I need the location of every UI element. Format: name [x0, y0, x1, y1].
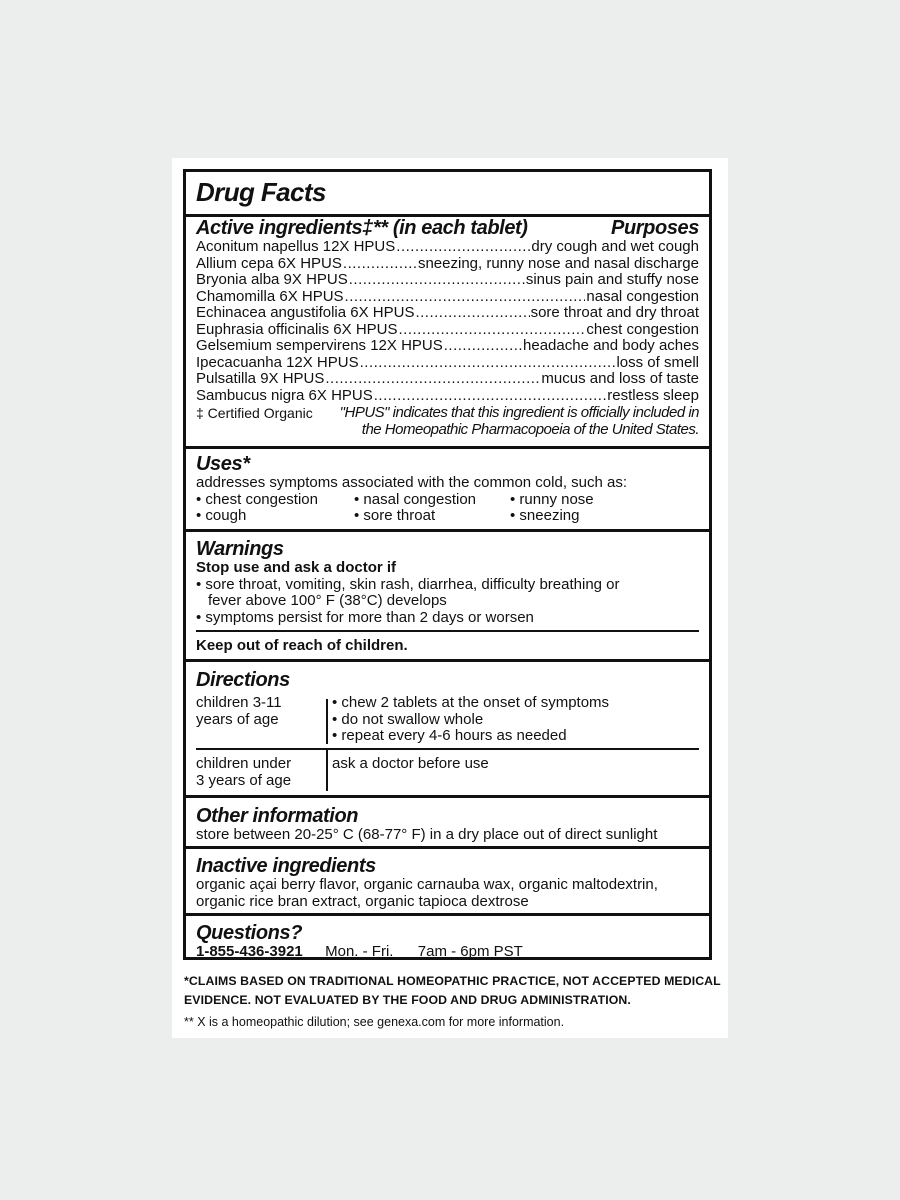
- ingredient-purpose: loss of smell: [616, 353, 699, 371]
- other-info-section: [196, 805, 699, 844]
- dilution-note: ** X is a homeopathic dilution; see genexa.com for more information.: [184, 1015, 565, 1029]
- ingredient-name: Pulsatilla 9X HPUS: [196, 370, 325, 387]
- hpus-note-line1: "HPUS" indicates that this ingredient is officially included in: [339, 404, 699, 421]
- ingredient-purpose: nasal congestion: [586, 287, 699, 305]
- leader-dots: [360, 355, 616, 372]
- inactive-heading: Inactive ingredients: [196, 855, 376, 877]
- ingredient-name: Sambucus nigra 6X HPUS: [196, 386, 373, 404]
- ingredient-row: [196, 256, 699, 273]
- active-ingredients-heading: Active ingredients‡** (in each tablet): [196, 217, 528, 239]
- stop-use-text: Stop use and ask a doctor if: [196, 559, 397, 576]
- warning-bullet-1: • sore throat, vomiting, skin rash, diarrhea, difficulty breathing or: [196, 577, 699, 594]
- use-sore-throat: • sore throat: [354, 508, 510, 525]
- phone-number[interactable]: 1-855-436-3921: [196, 943, 303, 960]
- other-info-rule: [186, 795, 709, 798]
- other-info-heading: Other information: [196, 805, 359, 827]
- leader-dots: [396, 239, 530, 256]
- dir-row1-label-1: children 3-11: [196, 694, 282, 711]
- dir-ask-doctor: ask a doctor before use: [332, 755, 489, 772]
- inactive-line-2: organic rice bran extract, organic tapioca dextrose: [196, 892, 529, 910]
- claims-line-2: EVIDENCE. NOT EVALUATED BY THE FOOD AND DRUG ADMINISTRATION.: [184, 993, 631, 1007]
- leader-dots: [325, 371, 540, 388]
- questions-rule: [186, 913, 709, 916]
- ingredient-purpose: sore throat and dry throat: [530, 304, 699, 321]
- hpus-note-line2: the Homeopathic Pharmacopoeia of the United States.: [361, 420, 699, 438]
- directions-row-rule: [196, 748, 699, 750]
- uses-section: [196, 453, 699, 525]
- dir-chew: • chew 2 tablets at the onset of symptoms: [332, 695, 609, 712]
- ingredient-row: [196, 305, 699, 322]
- ingredient-purpose: sneezing, runny nose and nasal discharge: [417, 254, 699, 272]
- keep-out-rule: [196, 630, 699, 632]
- dir-no-swallow: • do not swallow whole: [332, 712, 609, 729]
- other-info-text: store between 20-25° C (68-77° F) in a dry place out of direct sunlight: [196, 826, 658, 843]
- phone-hours: 7am - 6pm PST: [417, 943, 523, 960]
- phone-days: Mon. - Fri.: [325, 943, 394, 960]
- directions-divider-1: [326, 699, 328, 744]
- leader-dots: [345, 289, 586, 306]
- uses-heading: Uses*: [196, 453, 250, 475]
- active-ingredients-section: [196, 217, 699, 438]
- dir-row2-label-2: 3 years of age: [196, 771, 292, 789]
- ingredient-name: Euphrasia officinalis 6X HPUS: [196, 320, 398, 338]
- keep-out-text: Keep out of reach of children.: [196, 637, 408, 654]
- questions-heading: Questions?: [196, 922, 303, 944]
- leader-dots: [415, 305, 529, 322]
- warning-bullet-2: • symptoms persist for more than 2 days or worsen: [196, 610, 699, 627]
- use-sneezing: • sneezing: [510, 508, 594, 525]
- ingredient-row: [196, 388, 699, 405]
- ingredient-purpose: chest congestion: [586, 320, 699, 338]
- leader-dots: [349, 272, 525, 289]
- directions-divider-2: [326, 749, 328, 791]
- uses-rule: [186, 446, 709, 449]
- dir-repeat: • repeat every 4-6 hours as needed: [332, 728, 609, 745]
- ingredient-name: Echinacea angustifolia 6X HPUS: [196, 304, 415, 321]
- uses-intro: addresses symptoms associated with the common cold, such as:: [196, 474, 628, 491]
- ingredient-name: Chamomilla 6X HPUS: [196, 287, 344, 305]
- inactive-line-1: organic açai berry flavor, organic carnauba wax, organic maltodextrin,: [196, 876, 658, 893]
- warning-bullet-1-cont: fever above 100° F (38°C) develops: [208, 592, 447, 609]
- directions-heading: Directions: [196, 669, 290, 691]
- inactive-rule: [186, 846, 709, 849]
- ingredient-row: [196, 272, 699, 289]
- warnings-heading: Warnings: [196, 538, 284, 560]
- ingredient-row: [196, 322, 699, 339]
- drug-facts-panel: [183, 169, 712, 960]
- ingredient-name: Allium cepa 6X HPUS: [196, 254, 342, 272]
- ingredient-name: Gelsemium sempervirens 12X HPUS: [196, 337, 443, 354]
- claims-disclaimer: [184, 972, 724, 1010]
- warnings-section: [196, 538, 699, 626]
- leader-dots: [399, 322, 586, 339]
- ingredient-purpose: headache and body aches: [523, 337, 699, 354]
- ingredient-purpose: dry cough and wet cough: [531, 238, 699, 255]
- ingredient-purpose: mucus and loss of taste: [541, 370, 699, 387]
- use-chest-congestion: • chest congestion: [196, 492, 354, 509]
- ingredient-purpose: sinus pain and stuffy nose: [525, 271, 699, 288]
- drug-facts-title: Drug Facts: [196, 177, 326, 207]
- ingredient-list: [196, 239, 699, 404]
- purposes-heading: Purposes: [611, 217, 699, 239]
- ingredient-row: [196, 371, 699, 388]
- ingredient-row: [196, 289, 699, 306]
- ingredient-name: Ipecacuanha 12X HPUS: [196, 353, 359, 371]
- ingredient-purpose: restless sleep: [607, 386, 699, 404]
- use-nasal-congestion: • nasal congestion: [354, 492, 510, 509]
- ingredient-name: Bryonia alba 9X HPUS: [196, 271, 348, 288]
- leader-dots: [444, 338, 522, 355]
- use-runny-nose: • runny nose: [510, 492, 594, 509]
- ingredient-row: [196, 239, 699, 256]
- leader-dots: [374, 388, 607, 405]
- claims-line-1: *CLAIMS BASED ON TRADITIONAL HOMEOPATHIC PRACTICE, NOT ACCEPTED MEDICAL: [184, 974, 721, 988]
- ingredient-row: [196, 355, 699, 372]
- questions-section: [196, 922, 699, 961]
- certified-organic-note: ‡ Certified Organic: [196, 405, 313, 421]
- dir-row1-label-2: years of age: [196, 710, 279, 728]
- ingredient-name: Aconitum napellus 12X HPUS: [196, 238, 396, 255]
- use-cough: • cough: [196, 508, 354, 525]
- directions-rule: [186, 659, 709, 662]
- warnings-rule: [186, 529, 709, 532]
- dir-row2-label-1: children under: [196, 755, 292, 772]
- leader-dots: [343, 256, 417, 273]
- inactive-section: [196, 855, 699, 910]
- ingredient-row: [196, 338, 699, 355]
